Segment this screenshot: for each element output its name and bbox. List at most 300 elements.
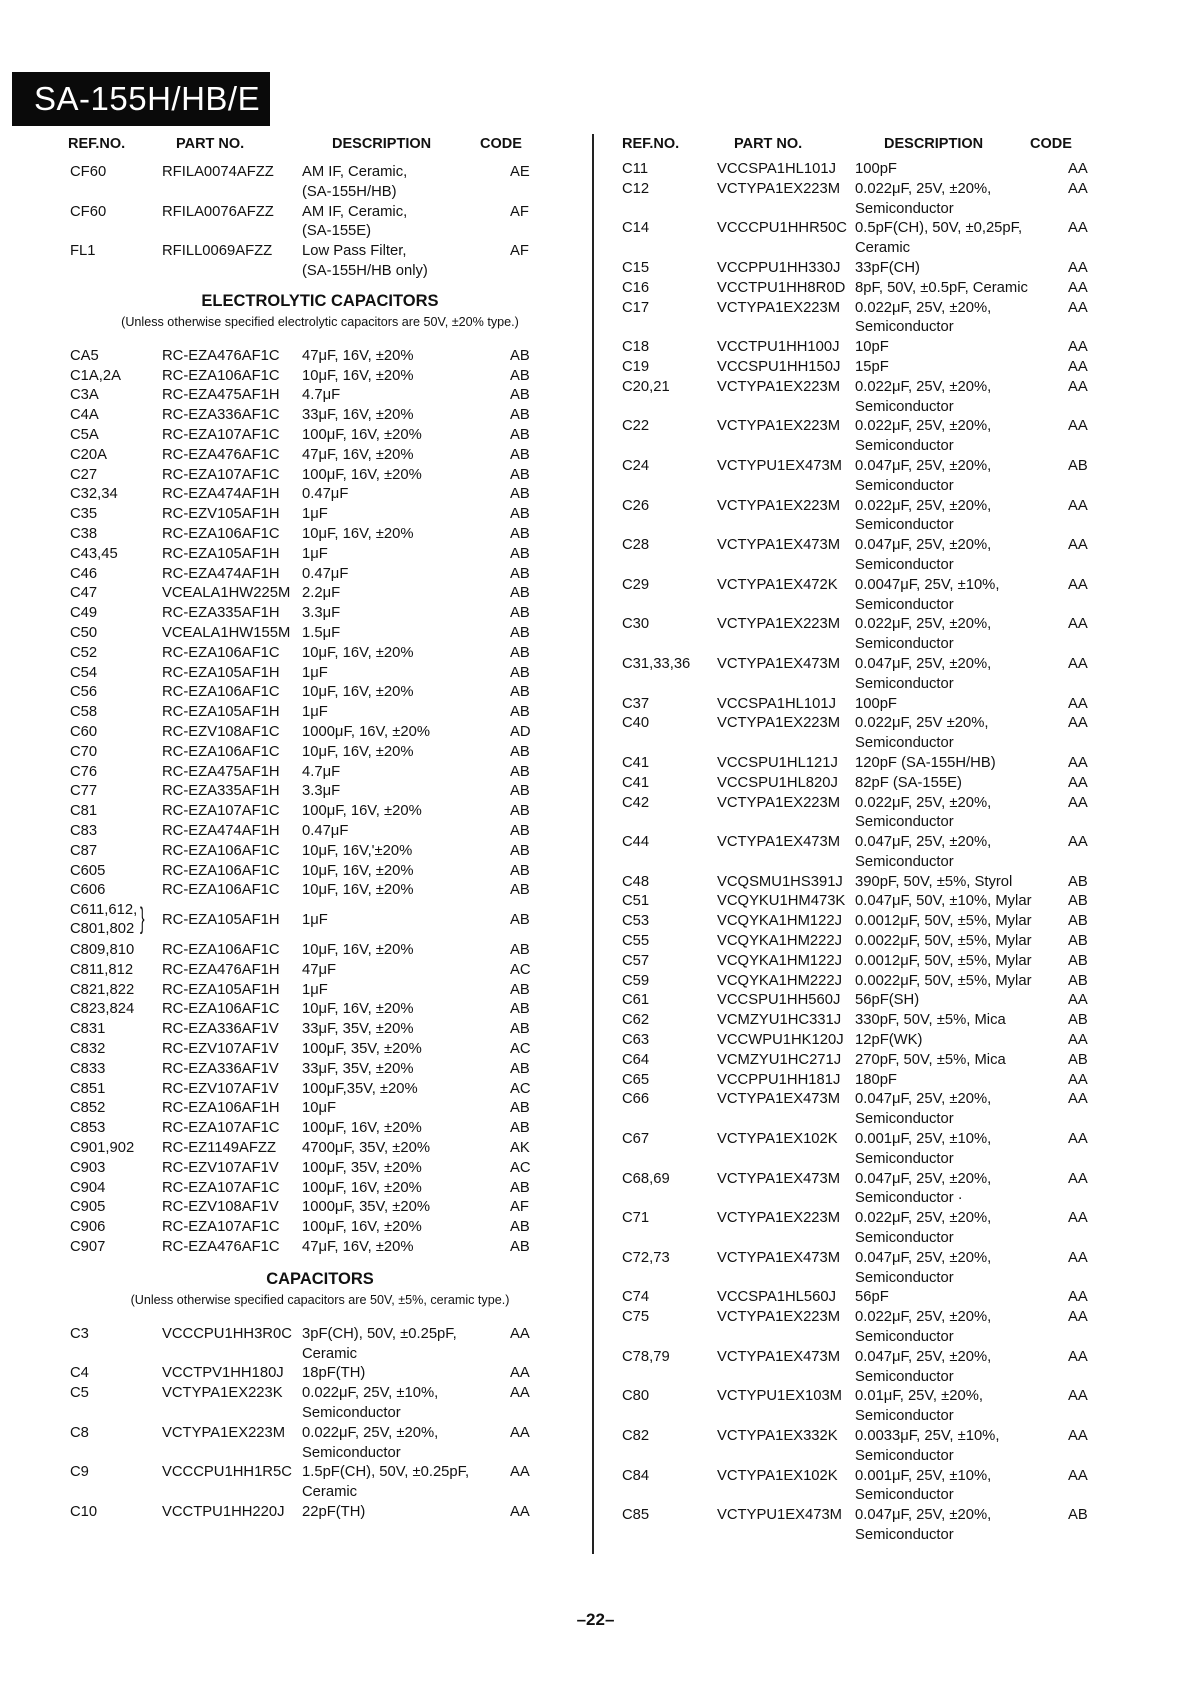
- description: 47μF, 16V, ±20%: [302, 446, 414, 463]
- price-code: AB: [1068, 913, 1088, 930]
- price-code: AC: [510, 961, 531, 978]
- ref-no: C77: [70, 783, 98, 800]
- table-row: [70, 802, 570, 822]
- part-no: VCTYPA1EX332K: [717, 1428, 838, 1444]
- table-row: [70, 446, 570, 466]
- price-code: AB: [1068, 457, 1088, 474]
- part-no: VCCSPA1HL101J: [717, 695, 836, 712]
- right-parts-column: [622, 133, 1132, 1546]
- price-code: AB: [510, 862, 530, 879]
- description: 3.3μF: [302, 783, 341, 800]
- description: 0.0012μF, 50V, ±5%, Mylar: [855, 952, 1032, 969]
- description: 1μF: [302, 704, 328, 721]
- price-code: AB: [1068, 1051, 1088, 1068]
- description: Semiconductor: [855, 596, 954, 613]
- price-code: AB: [510, 605, 530, 622]
- price-code: AF: [510, 243, 529, 260]
- ref-no: C50: [70, 624, 98, 641]
- table-row: [622, 259, 1132, 279]
- ref-no: C10: [70, 1504, 98, 1521]
- price-code: AB: [510, 1239, 530, 1256]
- description: 47μF: [302, 961, 337, 978]
- price-code: AA: [1068, 1309, 1088, 1326]
- description: 100pF: [855, 161, 897, 177]
- price-code: AA: [1068, 418, 1088, 435]
- table-row: [70, 664, 570, 684]
- description: Semiconductor: [855, 319, 954, 336]
- ref-no: C12: [622, 180, 650, 197]
- table-row: [70, 842, 570, 862]
- price-code: AB: [510, 1060, 530, 1077]
- table-row: [70, 604, 570, 624]
- ref-no: C66: [622, 1091, 650, 1108]
- description: 0.022μF, 25V, ±20%,: [855, 180, 992, 197]
- ref-no: C72,73: [622, 1249, 670, 1266]
- ref-no: C3A: [70, 387, 99, 404]
- table-row: [70, 703, 570, 723]
- table-row: [622, 853, 1132, 873]
- description: 0.022μF, 25V, ±20%,: [855, 1210, 992, 1227]
- table-row: [70, 262, 570, 282]
- price-code: AC: [510, 1159, 531, 1176]
- table-row: [70, 1218, 570, 1238]
- ref-no: C68,69: [622, 1170, 670, 1187]
- table-row: [70, 386, 570, 406]
- spacer: [70, 1312, 570, 1325]
- table-row: [70, 545, 570, 565]
- part-no: RC-EZV107AF1V: [162, 1159, 279, 1176]
- header-ref-no: REF.NO.: [622, 136, 680, 152]
- description: 4700μF, 35V, ±20%: [302, 1140, 430, 1157]
- price-code: AB: [510, 743, 530, 760]
- table-row: [622, 1209, 1132, 1229]
- description: 100μF, 16V, ±20%: [302, 466, 422, 483]
- table-row: [622, 556, 1132, 576]
- table-row: [70, 565, 570, 585]
- ref-no: C28: [622, 537, 650, 554]
- table-row: [622, 675, 1132, 695]
- description: 1μF: [302, 664, 328, 681]
- part-no: VCTYPA1EX223M: [717, 418, 841, 435]
- table-row: [622, 497, 1132, 517]
- description: 10μF: [302, 1100, 337, 1117]
- part-no: VCCTPV1HH180J: [162, 1365, 284, 1382]
- ref-no: C16: [622, 279, 650, 296]
- section-note-electrolytic: (Unless otherwise specified electrolytic capacitors are 50V, ±20% type.): [121, 314, 519, 329]
- table-row: [622, 1407, 1132, 1427]
- table-row: [70, 163, 570, 183]
- part-no: VCCTPU1HH100J: [717, 339, 840, 356]
- table-row: [70, 367, 570, 387]
- part-no: VCCSPU1HH150J: [717, 358, 841, 375]
- header-code: CODE: [1030, 136, 1072, 152]
- header-description: DESCRIPTION: [332, 136, 432, 152]
- part-no: RFILA0076AFZZ: [162, 203, 274, 220]
- table-row: [622, 972, 1132, 992]
- description: 0.001μF, 25V, ±10%,: [855, 1467, 992, 1484]
- description: 100μF, 35V, ±20%: [302, 1041, 422, 1058]
- price-code: AB: [510, 1100, 530, 1117]
- ref-no: C55: [622, 933, 650, 950]
- description: 0.0022μF, 50V, ±5%, Mylar: [855, 933, 1032, 950]
- price-code: AB: [510, 842, 530, 859]
- ref-no: C15: [622, 259, 650, 276]
- table-row: [622, 1447, 1132, 1467]
- description: (SA-155E): [302, 223, 372, 240]
- ref-no: C87: [70, 842, 98, 859]
- ref-no: C57: [622, 952, 650, 969]
- description: 100μF, 16V, ±20%: [302, 1120, 422, 1137]
- spacer: [70, 1258, 570, 1268]
- part-no: RC-EZA335AF1H: [162, 605, 280, 622]
- ref-no: C67: [622, 1131, 650, 1148]
- ref-no: C80: [622, 1388, 650, 1405]
- description: 4.7μF: [302, 763, 341, 780]
- table-row: [70, 505, 570, 525]
- description: AM IF, Ceramic,: [302, 164, 408, 180]
- table-row: [622, 576, 1132, 596]
- description: 0.0033μF, 25V, ±10%,: [855, 1428, 1000, 1444]
- part-no: VCTYPA1EX473M: [717, 537, 841, 554]
- table-row: [622, 833, 1132, 853]
- spacer: [70, 155, 570, 163]
- table-row: [622, 1090, 1132, 1110]
- price-code: AA: [1068, 1289, 1088, 1306]
- description: (SA-155H/HB): [302, 183, 397, 200]
- price-code: AA: [1068, 655, 1088, 672]
- model-badge: SA-155H/HB/E: [12, 72, 270, 126]
- description: 0.047μF, 25V, ±20%,: [855, 457, 992, 474]
- table-row: [70, 426, 570, 446]
- price-code: AA: [1068, 1348, 1088, 1365]
- part-no: VCMZYU1HC271J: [717, 1051, 842, 1068]
- ref-no: C20,21: [622, 378, 670, 395]
- header-part-no: PART NO.: [176, 136, 245, 152]
- ref-no: C56: [70, 684, 98, 701]
- ref-no: C61: [622, 992, 650, 1009]
- ref-no: C48: [622, 873, 650, 890]
- price-code: AB: [510, 822, 530, 839]
- price-code: AA: [1068, 1249, 1088, 1266]
- description: 82pF (SA-155E): [855, 774, 962, 791]
- part-no: VCTYPA1EX223M: [162, 1424, 286, 1441]
- table-row: [622, 1427, 1132, 1447]
- part-no: RC-EZA106AF1C: [162, 525, 280, 542]
- part-no: VCTYPA1EX473M: [717, 1091, 841, 1108]
- part-no: VCTYPU1EX473M: [717, 1507, 843, 1524]
- table-row: [622, 160, 1132, 180]
- price-code: AB: [510, 912, 530, 929]
- price-code: AB: [510, 763, 530, 780]
- table-row: [622, 1387, 1132, 1407]
- price-code: AA: [1068, 1071, 1088, 1088]
- price-code: AA: [1068, 161, 1088, 177]
- ref-no: CA5: [70, 347, 99, 364]
- price-code: AB: [510, 1021, 530, 1038]
- ref-no: C81: [70, 803, 98, 820]
- price-code: AB: [510, 387, 530, 404]
- section-title-capacitors: CAPACITORS: [266, 1269, 374, 1288]
- price-code: AA: [1068, 616, 1088, 633]
- table-row: [622, 1467, 1132, 1487]
- description: 33μF, 35V, ±20%: [302, 1021, 414, 1038]
- ref-no: C832: [70, 1041, 106, 1058]
- price-code: AB: [510, 426, 530, 443]
- price-code: AA: [510, 1464, 530, 1481]
- description: 100μF, 35V, ±20%: [302, 1159, 422, 1176]
- price-code: AA: [1068, 715, 1088, 732]
- price-code: AB: [1068, 933, 1088, 950]
- ref-no: C75: [622, 1309, 650, 1326]
- part-no: RC-EZA105AF1H: [162, 664, 280, 681]
- price-code: AA: [1068, 378, 1088, 395]
- table-row: [622, 912, 1132, 932]
- part-no: RC-EZV108AF1V: [162, 1199, 279, 1216]
- part-no: RC-EZV105AF1H: [162, 506, 280, 523]
- table-row: [622, 239, 1132, 259]
- table-row: [70, 1444, 570, 1464]
- table-row: [622, 794, 1132, 814]
- description: 10μF, 16V, ±20%: [302, 743, 414, 760]
- part-no: RC-EZA336AF1V: [162, 1021, 279, 1038]
- part-no: VCEALA1HW155M: [162, 624, 291, 641]
- description: 180pF: [855, 1071, 897, 1088]
- table-row: [70, 406, 570, 426]
- part-no: RC-EZA105AF1H: [162, 545, 280, 562]
- table-row: [622, 1189, 1132, 1209]
- table-row: [622, 1051, 1132, 1071]
- ref-no: C906: [70, 1219, 106, 1236]
- price-code: AA: [1068, 1091, 1088, 1108]
- table-row: [70, 1503, 570, 1523]
- part-no: VCCSPU1HL121J: [717, 754, 838, 771]
- table-row: [70, 183, 570, 203]
- part-no: VCQYKA1HM222J: [717, 972, 843, 989]
- ref-no: C83: [70, 822, 98, 839]
- price-code: AA: [510, 1424, 530, 1441]
- ref-no: C11: [622, 161, 649, 177]
- part-no: RFILL0069AFZZ: [162, 243, 273, 260]
- ref-no: C853: [70, 1120, 106, 1137]
- description: Semiconductor: [855, 398, 954, 415]
- part-no: VCCTPU1HH220J: [162, 1504, 285, 1521]
- ref-no: C29: [622, 576, 650, 593]
- price-code: AB: [510, 407, 530, 424]
- ref-no: C62: [622, 1012, 650, 1029]
- description: Semiconductor: [855, 1111, 954, 1128]
- description: 390pF, 50V, ±5%, Styrol: [855, 873, 1013, 890]
- description: 0.0022μF, 50V, ±5%, Mylar: [855, 972, 1032, 989]
- description: 0.047μF, 25V, ±20%,: [855, 1507, 992, 1524]
- description: 100μF, 16V, ±20%: [302, 803, 422, 820]
- ref-no: C20A: [70, 446, 108, 463]
- part-no: RC-EZA476AF1C: [162, 446, 280, 463]
- ref-no: C64: [622, 1051, 650, 1068]
- table-row: [70, 222, 570, 242]
- part-no: VCTYPA1EX473M: [717, 655, 841, 672]
- ref-no: C904: [70, 1179, 106, 1196]
- price-code: AB: [1068, 873, 1088, 890]
- price-code: AE: [510, 164, 530, 180]
- description: 0.022μF, 25V, ±20%,: [302, 1424, 439, 1441]
- part-no: VCTYPA1EX223M: [717, 715, 841, 732]
- ref-no: C41: [622, 754, 650, 771]
- ref-no: C907: [70, 1239, 106, 1256]
- table-row: [70, 1000, 570, 1020]
- description: 0.047μF, 25V, ±20%,: [855, 655, 992, 672]
- table-row: [622, 536, 1132, 556]
- part-no: VCQYKA1HM122J: [717, 913, 843, 930]
- ref-no: C52: [70, 644, 98, 661]
- price-code: AB: [510, 1219, 530, 1236]
- price-code: AB: [510, 367, 530, 384]
- price-code: AA: [1068, 220, 1088, 237]
- price-code: AF: [510, 1199, 529, 1216]
- ref-no: C37: [622, 695, 650, 712]
- description: 56pF(SH): [855, 992, 920, 1009]
- description: Semiconductor: [302, 1405, 401, 1422]
- price-code: AA: [1068, 695, 1088, 712]
- price-code: AB: [510, 585, 530, 602]
- description: Semiconductor: [855, 1487, 954, 1504]
- ref-no: C49: [70, 605, 98, 622]
- part-no: VCCCPU1HHR50C: [717, 220, 847, 237]
- ref-no: C17: [622, 299, 650, 316]
- price-code: AB: [510, 525, 530, 542]
- part-no: VCCPPU1HH181J: [717, 1071, 841, 1088]
- description: 1.5μF: [302, 624, 341, 641]
- price-code: AB: [510, 942, 530, 959]
- price-code: AK: [510, 1140, 530, 1157]
- table-row: [70, 242, 570, 262]
- ref-no: C38: [70, 525, 98, 542]
- table-row: [622, 873, 1132, 893]
- ref-no: C823,824: [70, 1001, 135, 1018]
- price-code: AD: [510, 723, 531, 740]
- part-no: VCCSPA1HL560J: [717, 1289, 836, 1306]
- description: 10μF, 16V, ±20%: [302, 1001, 414, 1018]
- ref-no: C82: [622, 1428, 650, 1444]
- part-no: VCTYPA1EX223K: [162, 1385, 283, 1402]
- table-row: [70, 624, 570, 644]
- part-no: VCTYPA1EX473M: [717, 1249, 841, 1266]
- description: 0.47μF: [302, 822, 349, 839]
- part-no: RC-EZA107AF1C: [162, 1219, 280, 1236]
- price-code: AA: [1068, 497, 1088, 514]
- table-row: [622, 1249, 1132, 1269]
- table-row: [622, 1308, 1132, 1328]
- description: Semiconductor: [855, 517, 954, 534]
- description: 0.022μF, 25V, ±10%,: [302, 1385, 439, 1402]
- ref-no: C78,79: [622, 1348, 670, 1365]
- table-row: [622, 437, 1132, 457]
- ref-no: C85: [622, 1507, 650, 1524]
- ref-no: C30: [622, 616, 650, 633]
- description: 10μF, 16V, ±20%: [302, 684, 414, 701]
- description: Low Pass Filter,: [302, 243, 407, 260]
- ref-no: C27: [70, 466, 98, 483]
- description: 100μF, 16V, ±20%: [302, 1219, 422, 1236]
- part-no: VCTYPA1EX472K: [717, 576, 838, 593]
- table-row: [70, 1238, 570, 1258]
- price-code: AA: [1068, 299, 1088, 316]
- part-no: VCTYPA1EX223M: [717, 180, 841, 197]
- price-code: AA: [1068, 774, 1088, 791]
- description: 0.022μF, 25V, ±20%,: [855, 616, 992, 633]
- part-no: VCCCPU1HH3R0C: [162, 1325, 292, 1342]
- table-row: [70, 584, 570, 604]
- ref-no: C8: [70, 1424, 89, 1441]
- description: Semiconductor: [855, 438, 954, 455]
- table-row: [70, 1159, 570, 1179]
- page-number: –22–: [576, 1610, 615, 1629]
- description: 0.001μF, 25V, ±10%,: [855, 1131, 992, 1148]
- price-code: AA: [1068, 1032, 1088, 1049]
- price-code: AB: [510, 1120, 530, 1137]
- price-code: AA: [1068, 1131, 1088, 1148]
- description: 0.01μF, 25V, ±20%,: [855, 1388, 983, 1405]
- part-no: RC-EZA106AF1C: [162, 644, 280, 661]
- column-divider: [592, 134, 594, 1554]
- description: 0.047μF, 25V, ±20%,: [855, 1091, 992, 1108]
- table-row: [622, 952, 1132, 972]
- price-code: AA: [1068, 180, 1088, 197]
- price-code: AA: [1068, 794, 1088, 811]
- price-code: AB: [510, 684, 530, 701]
- ref-no: C833: [70, 1060, 106, 1077]
- table-row: [70, 782, 570, 802]
- description: 270pF, 50V, ±5%, Mica: [855, 1051, 1006, 1068]
- price-code: AB: [1068, 952, 1088, 969]
- price-code: AB: [510, 783, 530, 800]
- header-part-no: PART NO.: [734, 136, 803, 152]
- left-parts-column: [70, 133, 570, 1523]
- part-no: RC-EZA476AF1C: [162, 1239, 280, 1256]
- description: 22pF(TH): [302, 1504, 366, 1521]
- ref-no: FL1: [70, 243, 96, 260]
- ref-no: C76: [70, 763, 98, 780]
- description: 0.022μF, 25V, ±20%,: [855, 497, 992, 514]
- table-row: [622, 1130, 1132, 1150]
- table-row: [70, 862, 570, 882]
- part-no: RC-EZ1149AFZZ: [162, 1140, 277, 1157]
- description: 47μF, 16V, ±20%: [302, 1239, 414, 1256]
- price-code: AB: [510, 803, 530, 820]
- table-row: [70, 881, 570, 901]
- description: 12pF(WK): [855, 1032, 923, 1049]
- price-code: AA: [510, 1365, 530, 1382]
- price-code: AB: [510, 545, 530, 562]
- part-no: VCTYPA1EX473M: [717, 1348, 841, 1365]
- table-row: [622, 318, 1132, 338]
- header-description: DESCRIPTION: [884, 136, 984, 152]
- description: 56pF: [855, 1289, 889, 1306]
- table-row: [622, 734, 1132, 754]
- table-row: [622, 279, 1132, 299]
- part-no: VCCCPU1HH1R5C: [162, 1464, 292, 1481]
- ref-no: C4: [70, 1365, 89, 1382]
- part-no: RC-EZA474AF1H: [162, 486, 280, 503]
- description: Semiconductor: [855, 556, 954, 573]
- section-title-electrolytic: ELECTROLYTIC CAPACITORS: [201, 291, 439, 310]
- description: 10μF, 16V, ±20%: [302, 862, 414, 879]
- part-no: VCTYPA1EX223M: [717, 794, 841, 811]
- table-row: [622, 754, 1132, 774]
- part-no: VCTYPA1EX102K: [717, 1131, 838, 1148]
- description: 0.047μF, 25V, ±20%,: [855, 537, 992, 554]
- table-row: [622, 1328, 1132, 1348]
- description: 8pF, 50V, ±0.5pF, Ceramic: [855, 279, 1028, 296]
